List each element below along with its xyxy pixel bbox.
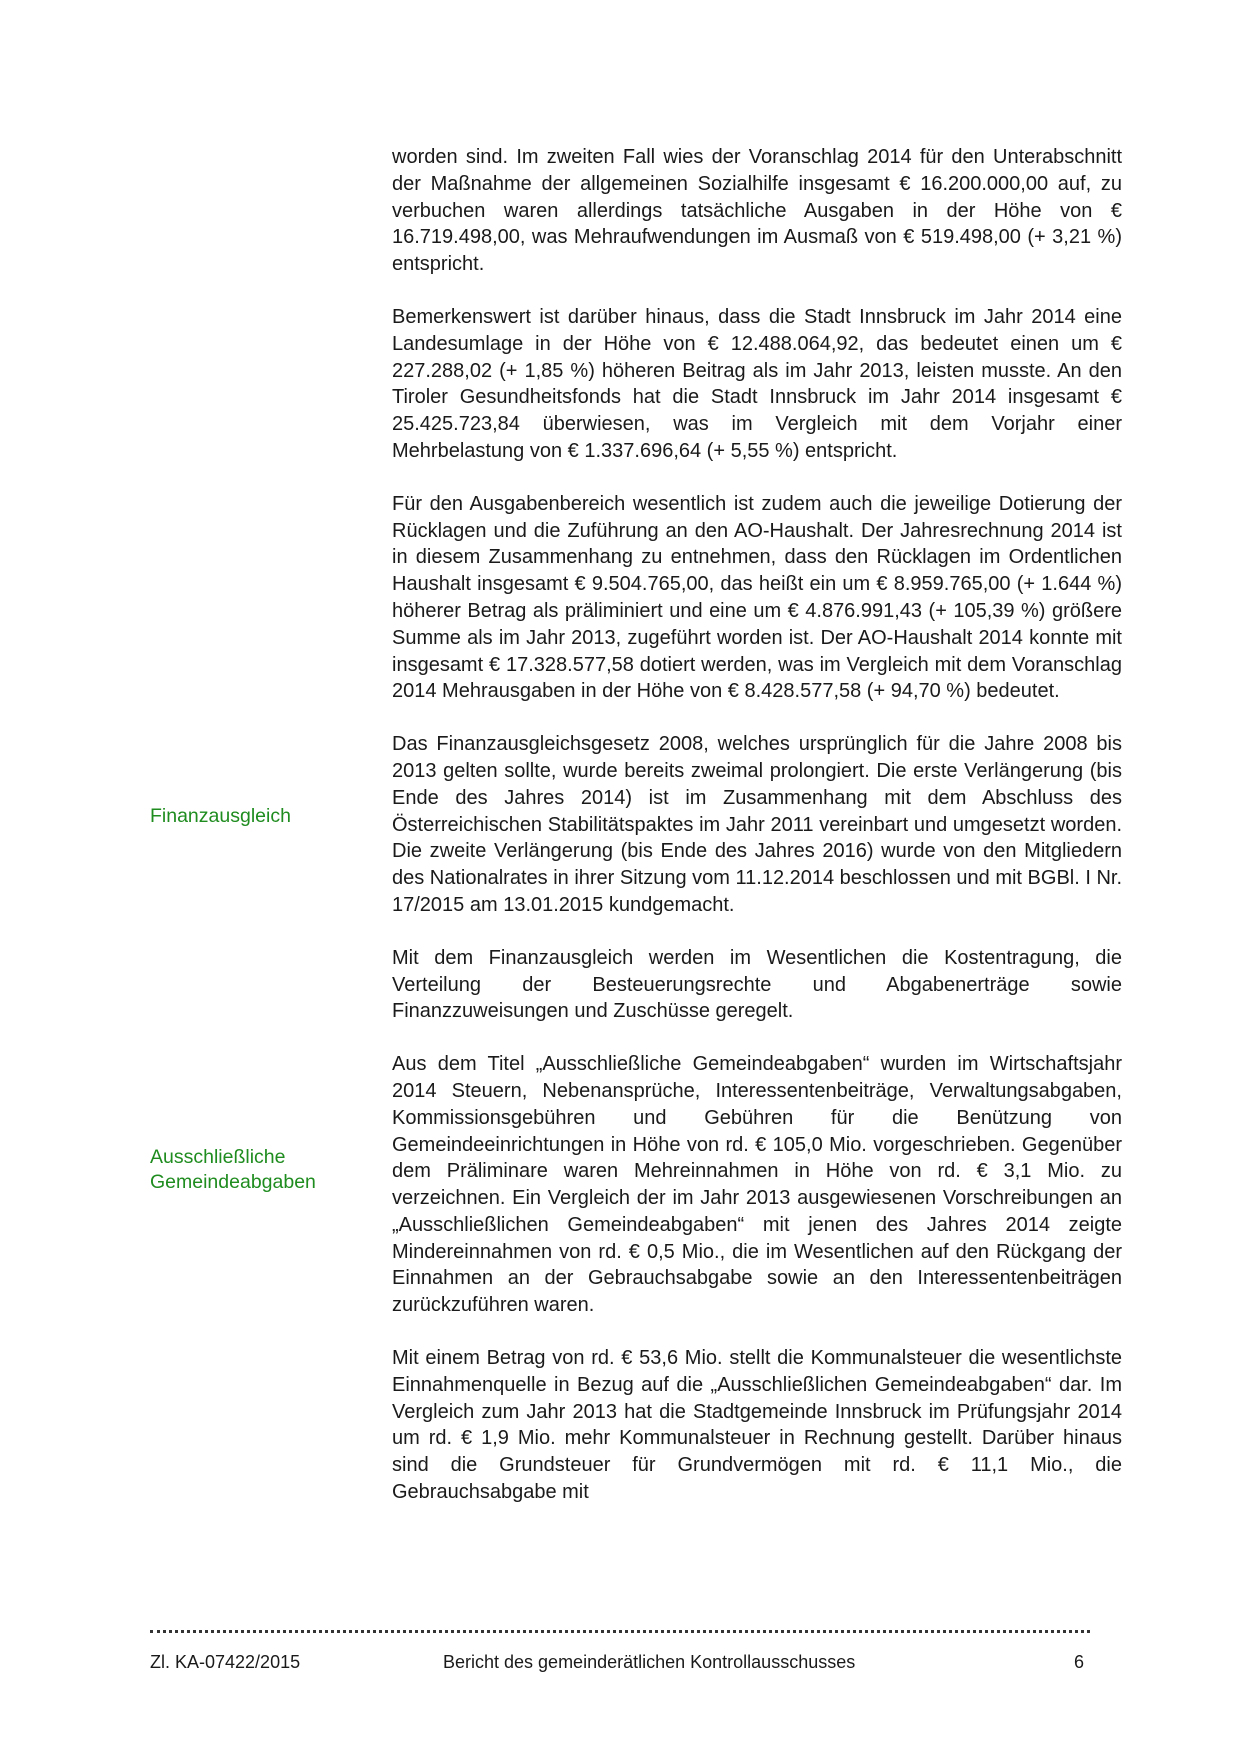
body-text (392, 144, 1122, 1532)
footer-title: Bericht des gemeinderätlichen Kontrollausschusses (443, 1652, 856, 1672)
margin-note-finanzausgleich: Finanzausgleich (150, 805, 291, 827)
paragraph: Aus dem Titel „Ausschließliche Gemeindeabgaben“ wurden im Wirtschaftsjahr 2014 Steuern, Nebenansprüche, Interessentenbeiträge, Verwaltungsabgaben, Kommissionsgebühren und Gebühren für die Benützung von Gemeindeeinrichtungen in Höhe von rd. € 105,0 Mio. vorgeschrieben. Gegenüber dem Präliminare waren Mehreinnahmen in Höhe von rd. € 3,1 Mio. zu verzeichnen. Ein Vergleich der im Jahr 2013 ausgewiesenen Vorschreibungen an „Ausschließlichen Gemeindeabgaben“ mit jenen des Jahres 2014 zeigte Mindereinnahmen von rd. € 0,5 Mio., die im Wesentlichen auf den Rückgang der Einnahmen an der Gebrauchsabgabe sowie an den Interessentenbeiträgen zurückzuführen waren. (392, 1053, 1122, 1317)
margin-note-gemeindeabgaben (150, 1145, 370, 1195)
footer-divider (150, 1630, 1090, 1633)
paragraph: worden sind. Im zweiten Fall wies der Voranschlag 2014 für den Unterabschnitt der Maßnahme der allgemeinen Sozialhilfe insgesamt € 16.200.000,00 auf, zu verbuchen waren allerdings tatsächliche Ausgaben in der Höhe von € 16.719.498,00, was Mehraufwendungen im Ausmaß von € 519.498,00 (+ 3,21 %) entspricht. (392, 146, 1122, 276)
margin-note-line: Ausschließliche (150, 1146, 286, 1168)
paragraph: Das Finanzausgleichsgesetz 2008, welches ursprünglich für die Jahre 2008 bis 2013 gelten sollte, wurde bereits zweimal prolongiert. Die erste Verlängerung (bis Ende des Jahres 2014) ist im Zusammenhang mit dem Abschluss des Österreichischen Stabilitätspaktes im Jahr 2011 vereinbart und umgesetzt worden. Die zweite Verlängerung (bis Ende des Jahres 2016) wurde von den Mitgliedern des Nationalrates in ihrer Sitzung vom 11.12.2014 beschlossen und mit BGBl. I Nr. 17/2015 am 13.01.2015 kundgemacht. (392, 733, 1123, 916)
paragraph: Mit einem Betrag von rd. € 53,6 Mio. stellt die Kommunalsteuer die wesentlichste Einnahmenquelle in Bezug auf die „Ausschließlichen Gemeindeabgaben“ dar. Im Vergleich zum Jahr 2013 hat die Stadtgemeinde Innsbruck im Prüfungsjahr 2014 um rd. € 1,9 Mio. mehr Kommunalsteuer in Rechnung gestellt. Darüber hinaus sind die Grundsteuer für Grundvermögen mit rd. € 11,1 Mio., die Gebrauchsabgabe mit (392, 1347, 1122, 1504)
paragraph: Mit dem Finanzausgleich werden im Wesentlichen die Kostentragung, die Verteilung der Besteuerungsrechte und Abgabenerträge sowie Finanzzuweisungen und Zuschüsse geregelt. (392, 946, 1122, 1023)
footer-reference: Zl. KA-07422/2015 (150, 1652, 301, 1672)
margin-note-line: Gemeindeabgaben (150, 1171, 316, 1193)
paragraph: Für den Ausgabenbereich wesentlich ist zudem auch die jeweilige Dotierung der Rücklagen und die Zuführung an den AO-Haushalt. Der Jahresrechnung 2014 ist in diesem Zusammenhang zu entnehmen, dass den Rücklagen im Ordentlichen Haushalt insgesamt € 9.504.765,00, das heißt ein um € 8.959.765,00 (+ 1.644 %) höherer Betrag als präliminiert und eine um € 4.876.991,43 (+ 105,39 %) größere Summe als im Jahr 2013, zugeführt worden ist. Der AO-Haushalt 2014 konnte mit insgesamt € 17.328.577,58 dotiert werden, was im Vergleich mit dem Voranschlag 2014 Mehrausgaben in der Höhe von € 8.428.577,58 (+ 94,70 %) bedeutet. (392, 492, 1122, 703)
footer-page-number: 6 (1074, 1652, 1085, 1672)
paragraph: Bemerkenswert ist darüber hinaus, dass die Stadt Innsbruck im Jahr 2014 eine Landesumlage in der Höhe von € 12.488.064,92, das bedeutet einen um € 227.288,02 (+ 1,85 %) höheren Beitrag als im Jahr 2013, leisten musste. An den Tiroler Gesundheitsfonds hat die Stadt Innsbruck im Jahr 2014 insgesamt € 25.425.723,84 überwiesen, was im Vergleich mit dem Vorjahr einer Mehrbelastung von € 1.337.696,64 (+ 5,55 %) entspricht. (392, 305, 1122, 462)
